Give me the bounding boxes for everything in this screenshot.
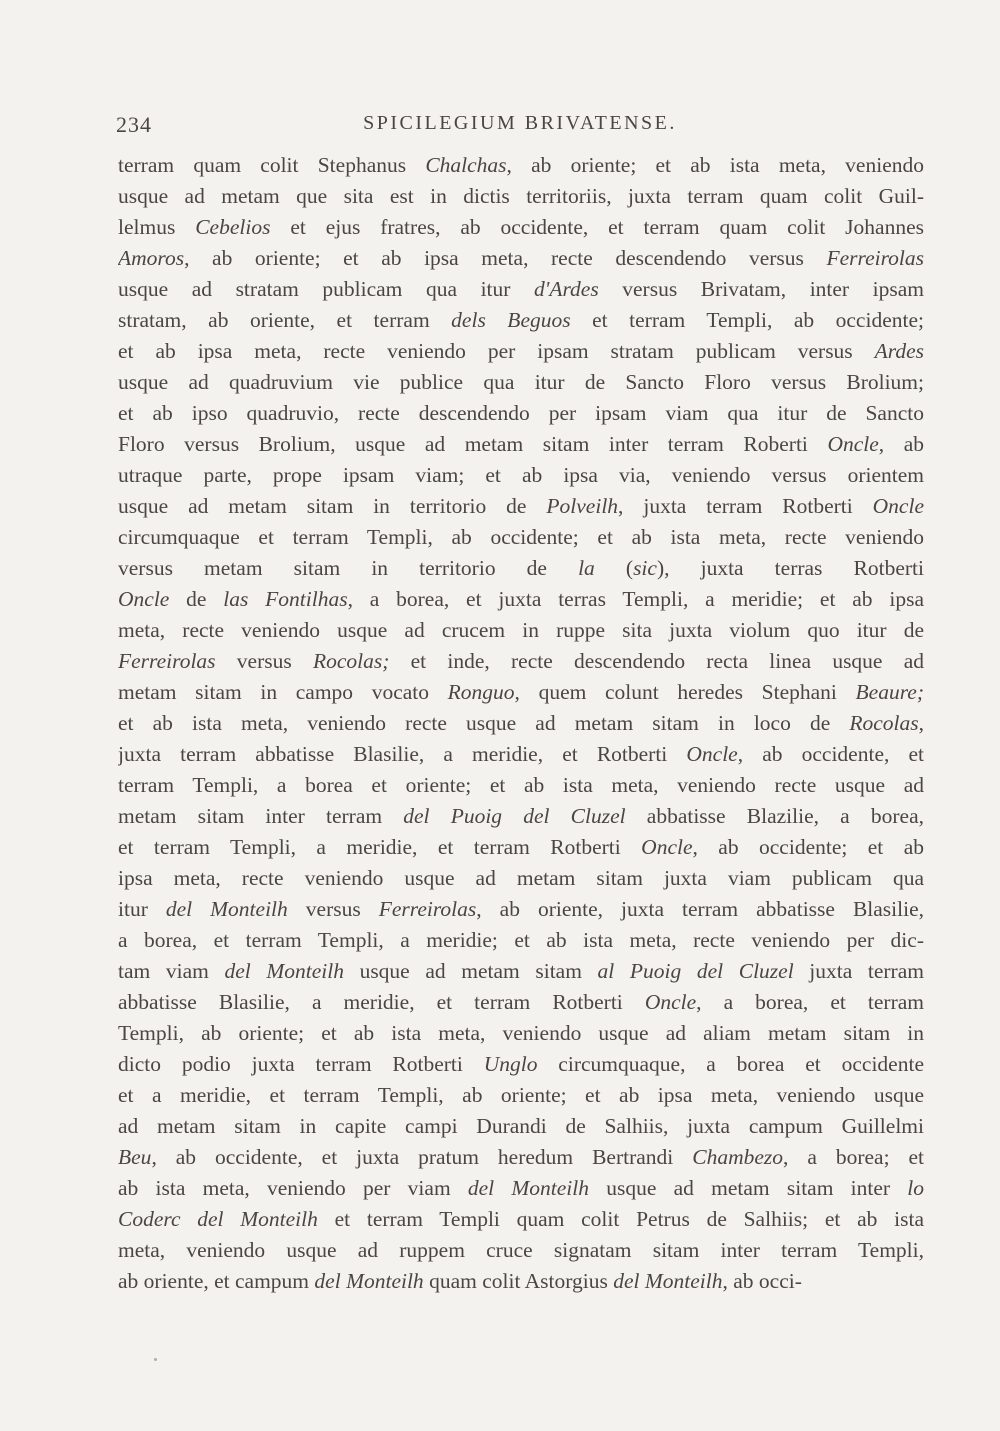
text-segment: Templi, ab oriente; et ab ista meta, veniendo usque ad aliam metam sitam in (118, 1021, 924, 1045)
italic-segment: al Puoig del Cluzel (597, 959, 794, 983)
text-line (118, 150, 924, 181)
text-segment: tam viam (118, 959, 225, 983)
text-segment: meta, veniendo usque ad ruppem cruce signatam sitam inter terram Templi, (118, 1238, 924, 1262)
italic-segment: del Monteilh (613, 1269, 723, 1293)
text-segment: versus metam sitam in territorio de (118, 556, 579, 580)
italic-segment: Oncle (118, 587, 170, 611)
text-segment: abbatisse Blasilie, a meridie, et terram Rotberti (118, 990, 645, 1014)
text-segment: usque ad quadruvium vie publice qua itur de Sancto Floro versus Brolium; (118, 370, 924, 394)
text-line (118, 677, 924, 708)
text-segment: a borea, et terram Templi, a meridie; et ab ista meta, recte veniendo per dic- (118, 928, 924, 952)
text-segment: dicto podio juxta terram Rotberti (118, 1052, 484, 1076)
text-segment: meta, recte veniendo usque ad crucem in ruppe sita juxta violum quo itur de (118, 618, 924, 642)
text-line (118, 243, 924, 274)
text-line (118, 925, 924, 956)
text-segment: , a borea, et terram (696, 990, 924, 1014)
text-segment: usque ad metam que sita est in dictis territoriis, juxta terram quam colit Guil- (118, 184, 924, 208)
text-segment: et ab ista meta, veniendo recte usque ad metam sitam in loco de (118, 711, 850, 735)
text-segment: itur (118, 897, 166, 921)
text-segment: usque ad metam sitam in territorio de (118, 494, 547, 518)
italic-segment: Oncle (641, 835, 693, 859)
text-segment: versus (287, 897, 379, 921)
text-segment: ipsa meta, recte veniendo usque ad metam sitam juxta viam publicam qua (118, 866, 924, 890)
text-segment: et inde, recte descendendo recta linea usque ad (389, 649, 924, 673)
italic-segment: del Puoig del Cluzel (403, 804, 626, 828)
text-line (118, 1080, 924, 1111)
text-line (118, 770, 924, 801)
italic-segment: del Monteilh (314, 1269, 424, 1293)
text-line (118, 1266, 924, 1297)
text-segment: abbatisse Blazilie, a borea, (625, 804, 924, 828)
text-segment: et ab ipsa meta, recte veniendo per ipsam stratam publicam versus (118, 339, 875, 363)
text-segment: , a borea, et juxta terras Templi, a meridie; et ab ipsa (347, 587, 924, 611)
text-segment: Floro versus Brolium, usque ad metam sitam inter terram Roberti (118, 432, 828, 456)
text-segment: terram Templi, a borea et oriente; et ab ista meta, veniendo recte usque ad (118, 773, 924, 797)
text-line (118, 398, 924, 429)
italic-segment: del Monteilh (467, 1176, 590, 1200)
ink-speck (154, 1358, 157, 1361)
text-segment: , ab oriente; et ab ista meta, veniendo (506, 153, 924, 177)
text-segment: , ab oriente, juxta terram abbatisse Blasilie, (476, 897, 924, 921)
italic-segment: del Monteilh (224, 959, 344, 983)
text-segment: ( (594, 556, 634, 580)
text-line (118, 1018, 924, 1049)
text-line (118, 615, 924, 646)
text-line (118, 708, 924, 739)
italic-segment: Oncle (644, 990, 697, 1014)
text-line (118, 1204, 924, 1235)
text-segment: et ab ipso quadruvio, recte descendendo per ipsam viam qua itur de Sancto (118, 401, 924, 425)
italic-segment: Ferreirolas (378, 897, 477, 921)
text-line (118, 429, 924, 460)
text-line (118, 367, 924, 398)
text-segment: , ab occidente, et juxta pratum heredum Bertrandi (151, 1145, 693, 1169)
italic-segment: Ferreirolas (118, 649, 216, 673)
text-segment: ab ista meta, veniendo per viam (118, 1176, 468, 1200)
italic-segment: Oncle (872, 494, 924, 518)
italic-segment: d'Ardes (533, 277, 599, 301)
text-segment: ), juxta terras Rotberti (656, 556, 924, 580)
italic-segment: dels Beguos (451, 308, 571, 332)
page-number: 234 (116, 112, 152, 137)
text-segment: et terram Templi quam colit Petrus de Salhiis; et ab ista (317, 1207, 924, 1231)
body-text (118, 150, 924, 1297)
italic-segment: Ronguo (447, 680, 515, 704)
text-segment: usque ad metam sitam (343, 959, 598, 983)
text-segment: de (169, 587, 224, 611)
text-segment: stratam, ab oriente, et terram (118, 308, 452, 332)
text-line (118, 1049, 924, 1080)
text-segment: , a borea; et (783, 1145, 924, 1169)
text-segment: et ejus fratres, ab occidente, et terram quam colit Johannes (270, 215, 924, 239)
text-segment: quam colit Astorgius (423, 1269, 614, 1293)
text-segment: usque ad metam sitam inter (589, 1176, 908, 1200)
text-segment: circumquaque, a borea et occidente (537, 1052, 924, 1076)
text-segment: circumquaque et terram Templi, ab occidente; et ab ista meta, recte veniendo (118, 525, 924, 549)
text-segment: , quem colunt heredes Stephani (514, 680, 856, 704)
text-line (118, 336, 924, 367)
text-segment: metam sitam inter terram (118, 804, 404, 828)
text-segment: versus Brivatam, inter ipsam (598, 277, 924, 301)
text-segment: , (918, 711, 924, 735)
italic-segment: Chalchas (425, 153, 507, 177)
text-line (118, 832, 924, 863)
italic-segment: Oncle (827, 432, 879, 456)
text-segment: et terram Templi, a meridie, et terram Rotberti (118, 835, 642, 859)
text-segment: , ab occi- (722, 1269, 802, 1293)
text-segment: , juxta terram Rotberti (618, 494, 873, 518)
italic-segment: Polveilh (546, 494, 619, 518)
italic-segment: Oncle (686, 742, 738, 766)
text-segment: et terram Templi, ab occidente; (570, 308, 924, 332)
italic-segment: Cebelios (195, 215, 271, 239)
text-line (118, 553, 924, 584)
italic-segment: Beaure; (855, 680, 924, 704)
italic-segment: la (578, 556, 595, 580)
text-line (118, 739, 924, 770)
text-segment: , ab occidente; et ab (692, 835, 924, 859)
text-segment: ab oriente, et campum (118, 1269, 315, 1293)
text-segment: , ab oriente; et ab ipsa meta, recte descendendo versus (184, 246, 827, 270)
text-line (118, 1235, 924, 1266)
text-segment: , ab (878, 432, 924, 456)
text-segment: usque ad stratam publicam qua itur (118, 277, 534, 301)
text-segment: juxta terram abbatisse Blasilie, a meridie, et Rotberti (118, 742, 687, 766)
text-line (118, 212, 924, 243)
text-line (118, 522, 924, 553)
text-segment: terram quam colit Stephanus (118, 153, 426, 177)
text-segment: ad metam sitam in capite campi Durandi de Salhiis, juxta campum Guillelmi (118, 1114, 924, 1138)
text-line (118, 1142, 924, 1173)
text-segment: , ab occidente, et (737, 742, 924, 766)
running-title: SPICILEGIUM BRIVATENSE. (363, 112, 677, 134)
text-segment: versus (215, 649, 313, 673)
text-segment: lelmus (118, 215, 196, 239)
text-line (118, 801, 924, 832)
text-segment: et a meridie, et terram Templi, ab oriente; et ab ipsa meta, veniendo usque (118, 1083, 924, 1107)
italic-segment: Ardes (874, 339, 924, 363)
text-line (118, 305, 924, 336)
text-line (118, 460, 924, 491)
italic-segment: del Monteilh (165, 897, 288, 921)
italic-segment: sic (633, 556, 657, 580)
text-line (118, 584, 924, 615)
text-line (118, 491, 924, 522)
italic-segment: Rocolas (849, 711, 919, 735)
text-line (118, 987, 924, 1018)
text-segment: utraque parte, prope ipsam viam; et ab ipsa via, veniendo versus orientem (118, 463, 924, 487)
italic-segment: Beu (118, 1145, 152, 1169)
text-line (118, 1173, 924, 1204)
text-line (118, 181, 924, 212)
text-line (118, 956, 924, 987)
text-segment: juxta terram (793, 959, 924, 983)
italic-segment: Amoros (118, 246, 185, 270)
italic-segment: Rocolas; (312, 649, 390, 673)
text-line (118, 274, 924, 305)
italic-segment: Chambezo (692, 1145, 784, 1169)
text-line (118, 863, 924, 894)
text-line (118, 894, 924, 925)
italic-segment: Coderc del Monteilh (118, 1207, 318, 1231)
running-header (116, 112, 924, 144)
italic-segment: lo (907, 1176, 924, 1200)
italic-segment: Unglo (483, 1052, 538, 1076)
italic-segment: Ferreirolas (826, 246, 924, 270)
italic-segment: las Fontilhas (223, 587, 348, 611)
text-line (118, 1111, 924, 1142)
text-line (118, 646, 924, 677)
text-segment: metam sitam in campo vocato (118, 680, 448, 704)
